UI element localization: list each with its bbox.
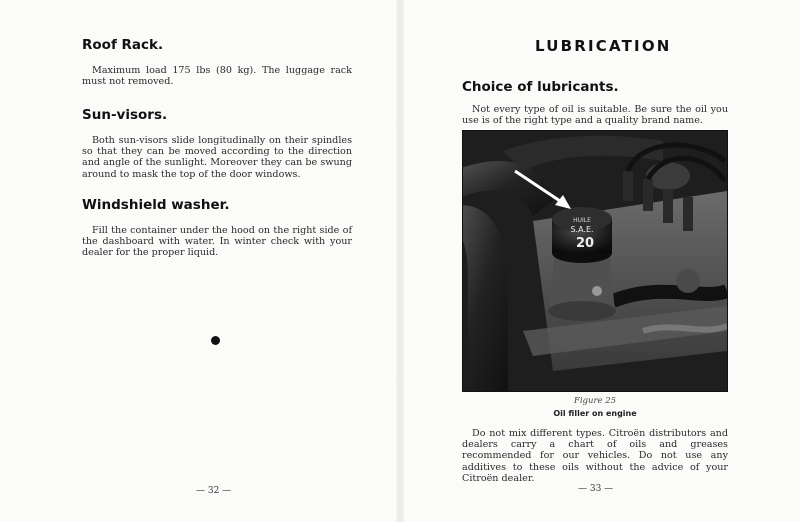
sun-visors-text: Both sun-visors slide longitudinally on their spindles so that they can be moved according to the direction and angle of the sunlight. Moreover they can be swung around to mask the top of the door windows.	[82, 135, 352, 180]
lubricants-intro-text: Not every type of oil is suitable. Be sure the oil you use is of the right type and a quality brand name.	[462, 104, 728, 127]
cap-label-20: 20	[575, 236, 595, 251]
choice-of-lubricants-heading: Choice of lubricants.	[462, 79, 619, 95]
oil-filler-photo	[462, 130, 728, 392]
right-page-number: — 33 —	[578, 484, 614, 494]
roof-rack-text: Maximum load 175 lbs (80 kg). The luggage rack must not removed.	[82, 65, 352, 88]
figure-label: Figure 25	[573, 396, 617, 406]
chapter-title: LUBRICATION	[535, 37, 672, 55]
sun-visors-heading: Sun-visors.	[82, 107, 168, 123]
engine-illustration	[463, 131, 727, 391]
left-page-number: — 32 —	[196, 486, 232, 496]
lubricants-outro-text: Do not mix different types. Citroën distributors and dealers carry a chart of oils and greases recommended for our vehicles. Do not use any additives to these oils without the advice of your Citroën dealer.	[462, 428, 728, 484]
figure-caption: Oil filler on engine	[553, 409, 637, 418]
cap-label-sae: S.A.E.	[570, 225, 594, 234]
ink-dot	[211, 336, 220, 345]
roof-rack-heading: Roof Rack.	[82, 37, 164, 53]
cap-label-huile: HUILE	[573, 217, 591, 224]
windshield-washer-text: Fill the container under the hood on the right side of the dashboard with water. In winter check with your dealer for the proper liquid.	[82, 225, 352, 259]
windshield-washer-heading: Windshield washer.	[82, 197, 230, 213]
book-gutter	[396, 0, 404, 522]
